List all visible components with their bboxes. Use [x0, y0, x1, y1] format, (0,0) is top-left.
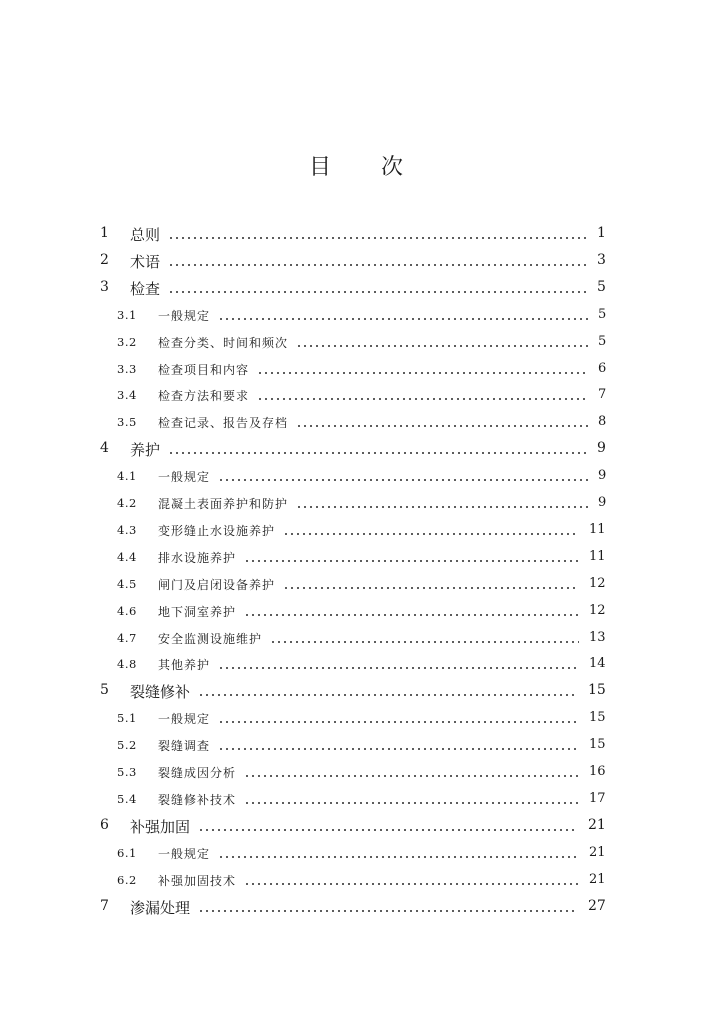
toc-title-char-2: 次	[381, 155, 404, 180]
toc-dot-leader	[283, 587, 579, 589]
toc-entry[interactable]	[0, 249, 724, 275]
toc-entry-page: 3	[597, 251, 606, 268]
toc-entry[interactable]	[0, 357, 724, 383]
toc-entry-title: 总则	[130, 226, 161, 244]
toc-entry-number: 6.1	[117, 845, 137, 860]
toc-dot-leader	[218, 721, 579, 723]
toc-entry-title: 其他养护	[158, 658, 211, 673]
toc-dot-leader	[296, 506, 588, 508]
toc-entry-page: 15	[589, 710, 606, 726]
toc-entry-number: 4.1	[117, 469, 137, 484]
toc-entry-title: 裂缝修补	[130, 683, 191, 702]
toc-dot-leader	[218, 667, 579, 669]
toc-entry[interactable]	[0, 706, 724, 732]
toc-entry-number: 3.4	[117, 388, 137, 403]
toc-entry-title: 检查记录、报告及存档	[158, 416, 289, 431]
toc-entry[interactable]	[0, 572, 724, 598]
toc-entry-title: 检查方法和要求	[158, 389, 250, 404]
toc-entry[interactable]	[0, 787, 724, 813]
toc-entry-number: 5.4	[117, 791, 137, 806]
toc-entry-number: 7	[100, 897, 109, 914]
toc-entry-number: 5	[100, 682, 109, 699]
toc-entry[interactable]	[0, 222, 724, 248]
toc-entry-page: 13	[589, 629, 606, 645]
toc-entry-page: 9	[598, 495, 607, 510]
toc-entry-page: 12	[589, 575, 606, 591]
toc-entry-page: 9	[598, 468, 607, 484]
toc-entry-number: 4.4	[117, 549, 137, 564]
toc-entry-title: 排水设施养护	[158, 550, 237, 565]
toc-dot-leader	[218, 318, 588, 320]
toc-entry-number: 4.2	[117, 496, 137, 510]
toc-entry-number: 3	[100, 278, 109, 295]
toc-entry-title: 术语	[130, 252, 161, 271]
toc-dot-leader	[244, 802, 579, 804]
toc-dot-leader	[218, 479, 588, 481]
toc-entry-page: 11	[589, 521, 606, 537]
toc-entry[interactable]	[0, 679, 724, 705]
toc-dot-leader	[296, 425, 588, 427]
toc-entry-title: 一般规定	[158, 470, 211, 485]
toc-entry-title: 闸门及启闭设备养护	[158, 577, 276, 592]
toc-entry-page: 21	[589, 844, 606, 860]
toc-entry-number: 4.8	[117, 657, 137, 672]
toc-entry-page: 1	[597, 225, 606, 241]
toc-entry-title: 一般规定	[158, 846, 211, 861]
toc-dot-leader	[168, 264, 587, 266]
toc-entry-number: 3.2	[117, 334, 137, 349]
toc-entry-title: 检查	[130, 279, 161, 298]
toc-entry-title: 补强加固技术	[158, 873, 237, 888]
toc-entry-page: 12	[589, 602, 606, 618]
toc-dot-leader	[244, 883, 579, 885]
toc-entry-page: 9	[597, 440, 606, 457]
toc-entry-number: 5.2	[117, 738, 137, 753]
toc-entry-page: 14	[589, 656, 606, 672]
toc-entry-page: 6	[598, 360, 607, 376]
toc-dot-leader	[257, 372, 588, 374]
toc-entry-number: 4.5	[117, 576, 137, 591]
toc-dot-leader	[270, 641, 579, 643]
toc-entry-number: 3.1	[117, 307, 137, 322]
toc-entry-page: 16	[589, 764, 606, 779]
toc-dot-leader	[244, 614, 579, 616]
toc-dot-leader	[198, 910, 578, 912]
toc-entry-number: 5.1	[117, 711, 137, 726]
toc-entry-page: 21	[588, 816, 606, 833]
toc-entry[interactable]	[0, 303, 724, 329]
toc-entry[interactable]	[0, 599, 724, 625]
toc-dot-leader	[244, 775, 579, 777]
toc-dot-leader	[283, 533, 579, 535]
toc-dot-leader	[168, 237, 587, 239]
toc-entry-number: 4.3	[117, 522, 137, 537]
toc-entry-number: 4	[100, 440, 109, 457]
toc-entry-page: 17	[589, 790, 606, 806]
toc-dot-leader	[168, 291, 587, 293]
toc-entry-page: 8	[598, 414, 607, 430]
toc-entry-title: 变形缝止水设施养护	[158, 523, 276, 538]
toc-entry-number: 1	[100, 225, 109, 241]
toc-entry-number: 2	[100, 251, 109, 268]
toc-entry-title: 裂缝调查	[158, 739, 211, 754]
toc-entry-page: 5	[598, 306, 607, 322]
toc-entry[interactable]	[0, 626, 724, 652]
toc-entry-title: 养护	[130, 441, 161, 460]
toc-entry-page: 21	[589, 871, 606, 887]
toc-dot-leader	[257, 398, 588, 400]
toc-entry-page: 5	[597, 278, 606, 295]
toc-entry-number: 4.7	[117, 630, 137, 645]
toc-entry[interactable]	[0, 733, 724, 759]
toc-dot-leader	[198, 829, 578, 831]
toc-dot-leader	[218, 748, 579, 750]
toc-entry-title: 裂缝成因分析	[158, 766, 237, 780]
toc-entry[interactable]	[0, 330, 724, 356]
toc-entry-title: 一般规定	[158, 308, 211, 323]
toc-entry[interactable]	[0, 652, 724, 678]
toc-entry[interactable]	[0, 410, 724, 436]
toc-entry-number: 6	[100, 816, 109, 833]
toc-entry-title: 渗漏处理	[130, 898, 191, 917]
toc-entry[interactable]	[0, 760, 724, 786]
toc-entry[interactable]	[0, 518, 724, 544]
toc-entry[interactable]	[0, 383, 724, 409]
toc-dot-leader	[244, 560, 579, 562]
toc-entry[interactable]	[0, 464, 724, 490]
toc-dot-leader	[296, 345, 588, 347]
toc-dot-leader	[168, 452, 587, 454]
toc-entry-page: 15	[589, 737, 606, 753]
toc-entry-title: 检查项目和内容	[158, 362, 250, 377]
toc-entry[interactable]	[0, 437, 724, 463]
toc-entry-title: 地下洞室养护	[158, 604, 237, 619]
toc-entry[interactable]	[0, 895, 724, 921]
toc-entry-title: 检查分类、时间和频次	[158, 335, 289, 350]
toc-entry[interactable]	[0, 868, 724, 894]
toc-entry-title: 裂缝修补技术	[158, 792, 237, 807]
toc-title-char-1: 目	[309, 155, 332, 180]
toc-entry-number: 3.5	[117, 415, 137, 430]
toc-entry-page: 5	[598, 333, 607, 349]
toc-entry[interactable]	[0, 276, 724, 302]
toc-entry-page: 11	[589, 548, 606, 564]
toc-entry-number: 3.3	[117, 361, 137, 376]
toc-entry[interactable]	[0, 491, 724, 517]
toc-entry-number: 6.2	[117, 872, 137, 887]
toc-entry-page: 15	[588, 682, 606, 699]
toc-entry-title: 一般规定	[158, 712, 211, 727]
toc-entry-number: 4.6	[117, 603, 137, 618]
toc-dot-leader	[218, 856, 579, 858]
toc-entry-title: 安全监测设施维护	[158, 631, 263, 646]
toc-entry-number: 5.3	[117, 765, 137, 779]
toc-entry-title: 补强加固	[130, 817, 191, 836]
toc-dot-leader	[198, 694, 578, 696]
toc-entry-title: 混凝土表面养护和防护	[158, 497, 289, 511]
toc-entry[interactable]	[0, 814, 724, 840]
toc-entry[interactable]	[0, 841, 724, 867]
toc-entry[interactable]	[0, 545, 724, 571]
toc-entry-page: 27	[588, 897, 606, 914]
toc-entry-page: 7	[598, 387, 607, 403]
